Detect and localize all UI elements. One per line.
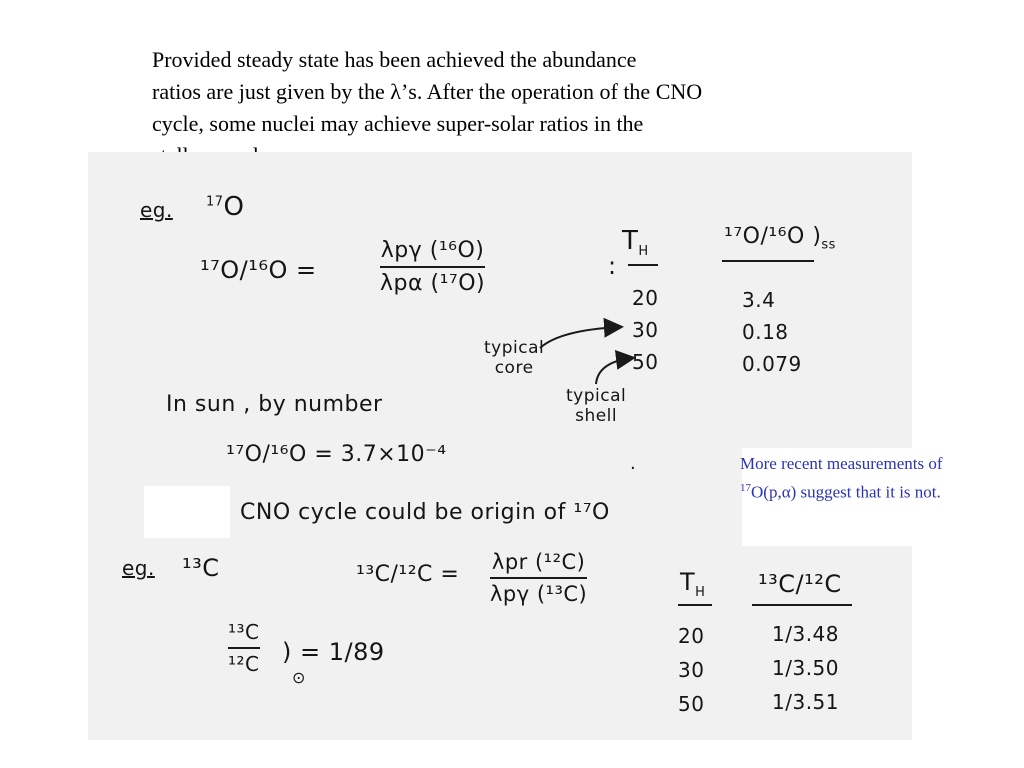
intro-line-2: ratios are just given by the λ’s. After the operation of the CNO [152, 79, 703, 104]
c-ratio-column [772, 622, 839, 714]
sun-ratio: ¹⁷O/¹⁶O = 3.7×10⁻⁴ [226, 442, 447, 467]
c-ratio-lhs: ¹³C/¹²C = [356, 562, 460, 587]
c-col-t-underline [678, 604, 712, 606]
c-solar-value: ) = 1/89 [282, 638, 385, 666]
sun-symbol-icon: ⊙ [292, 668, 306, 687]
o-col-t-sub: H [638, 244, 649, 260]
c-solar-numerator: ¹³C [228, 620, 260, 644]
c-t-column [678, 624, 704, 716]
note-line-2-sup: 17 [740, 482, 751, 494]
label-typical-shell-line2: shell [575, 406, 618, 426]
eg-label-c: eg. [122, 556, 155, 580]
colon-mark: : [608, 252, 617, 280]
o-t-value: 20 [632, 286, 659, 310]
o-t-value: 50 [632, 350, 659, 374]
o-col-t-letter: T [622, 226, 639, 256]
arrow-to-core-temp [540, 327, 620, 348]
arrow-to-shell-temp [596, 358, 632, 384]
recent-measurements-note [740, 452, 1024, 505]
c-col-t-sub: H [695, 584, 706, 600]
isotope-o17-mass: 17 [206, 194, 224, 210]
o-ratio-lhs: ¹⁷O/¹⁶O = [200, 256, 317, 284]
c-ratio-value: 1/3.48 [772, 622, 839, 646]
fraction-bar [228, 647, 260, 649]
c-t-value: 30 [678, 658, 705, 682]
c-col-t-letter: T [680, 568, 696, 596]
c-ratio-value: 1/3.51 [772, 690, 839, 714]
label-typical-shell-line1: typical [566, 386, 627, 406]
note-line-2 [740, 476, 1024, 505]
c-solar-denominator: ¹²C [228, 652, 260, 676]
c-col-ratio-underline [752, 604, 852, 606]
sun-conclusion: CNO cycle could be origin of ¹⁷O [240, 500, 610, 525]
c-ratio-numerator: λpr (¹²C) [491, 550, 586, 574]
o-t-value: 30 [632, 318, 659, 342]
o-col-ratio-sub: ss [821, 237, 836, 253]
c-t-value: 20 [678, 624, 705, 648]
eg-label-o: eg. [140, 198, 173, 222]
isotope-o17-elem: O [223, 192, 245, 222]
c-solar-fraction [228, 620, 260, 676]
dot-mark: · [630, 458, 637, 479]
o-ratio-value: 0.18 [742, 320, 789, 344]
sun-heading: In sun , by number [166, 392, 383, 417]
cover-box-left [144, 486, 230, 538]
c-ratio-denominator: λpγ (¹³C) [490, 582, 588, 606]
o-ratio-value: 0.079 [742, 352, 802, 376]
c-ratio-fraction [490, 550, 587, 606]
c-col-ratio-header: ¹³C/¹²C [758, 570, 842, 598]
note-line-1: More recent measurements of [740, 454, 943, 473]
c-ratio-value: 1/3.50 [772, 656, 839, 680]
o-ratio-numerator: λpγ (¹⁶O) [380, 238, 485, 263]
c-t-value: 50 [678, 692, 705, 716]
o-ratio-value: 3.4 [742, 288, 776, 312]
isotope-c13: ¹³C [182, 554, 220, 582]
o-col-ratio-text: ¹⁷O/¹⁶O ) [724, 224, 822, 249]
label-typical-core-line1: typical [484, 338, 545, 358]
note-line-2-text: O(p,α) suggest that it is not. [751, 482, 941, 502]
c-col-t-header [680, 568, 705, 600]
intro-line-1: Provided steady state has been achieved the abundance [152, 47, 637, 72]
intro-line-3: cycle, some nuclei may achieve super-solar ratios in the [152, 111, 644, 136]
label-typical-core-line2: core [494, 358, 534, 378]
fraction-bar [490, 577, 587, 579]
o-ratio-denominator: λpα (¹⁷O) [380, 271, 486, 296]
